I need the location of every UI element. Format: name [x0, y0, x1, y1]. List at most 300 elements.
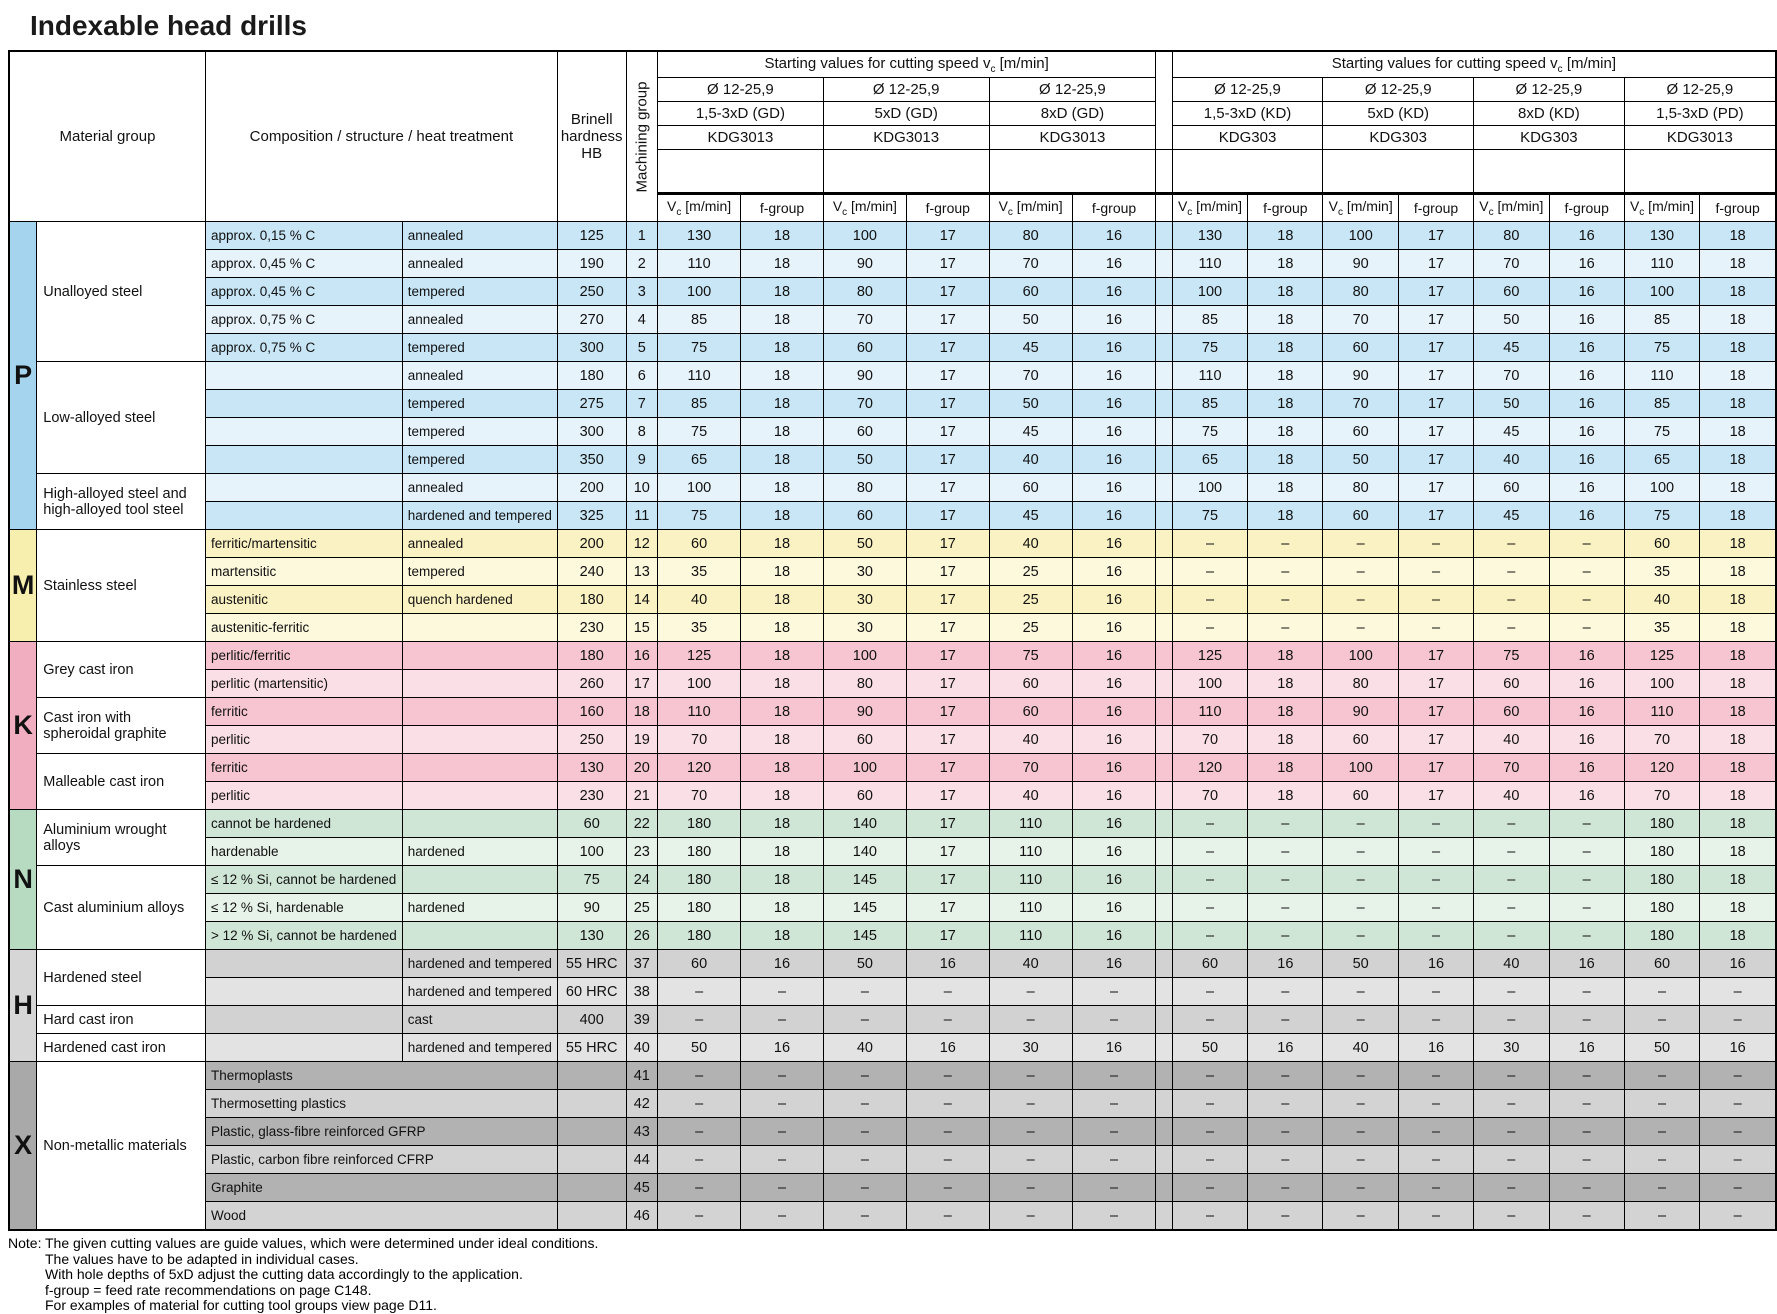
vc-value-cell: 180 — [658, 810, 741, 838]
spacer-cell — [1156, 1118, 1172, 1146]
fgroup-value-cell: – — [1549, 530, 1624, 558]
fgroup-value-cell: 18 — [741, 390, 824, 418]
spacer-cell — [1156, 978, 1172, 1006]
machining-group-cell: 13 — [626, 558, 657, 586]
fgroup-value-cell: 18 — [1700, 558, 1776, 586]
vc-value-cell: 100 — [1323, 754, 1399, 782]
fgroup-value-cell: 17 — [1398, 726, 1473, 754]
header-drill-size-7: 1,5-3xD (PD) — [1624, 102, 1776, 126]
vc-value-cell: 100 — [823, 222, 906, 250]
spacer-cell — [1156, 894, 1172, 922]
composition-cell: Graphite — [205, 1174, 557, 1202]
header-drill-diameter-1: Ø 12-25,9 — [658, 78, 824, 102]
vc-value-cell: 85 — [1172, 306, 1248, 334]
table-row — [9, 1118, 1776, 1146]
vc-value-cell: 90 — [1323, 362, 1399, 390]
fgroup-value-cell: 17 — [906, 726, 989, 754]
fgroup-value-cell: – — [1398, 586, 1473, 614]
vc-value-cell: 40 — [989, 950, 1072, 978]
hardness-cell: 130 — [557, 922, 626, 950]
vc-value-cell: – — [1474, 1006, 1550, 1034]
table-row — [9, 390, 1776, 418]
table-row — [9, 838, 1776, 866]
spacer-cell — [1156, 810, 1172, 838]
composition-cell: perlitic (martensitic) — [205, 670, 402, 698]
vc-value-cell: 70 — [1474, 754, 1550, 782]
fgroup-value-cell: 17 — [906, 838, 989, 866]
header-empty-band — [658, 150, 824, 194]
vc-value-cell: 125 — [1624, 642, 1700, 670]
fgroup-value-cell: – — [1549, 1062, 1624, 1090]
fgroup-value-cell: – — [1248, 810, 1323, 838]
fgroup-value-cell: 16 — [1549, 362, 1624, 390]
spacer-cell — [1156, 838, 1172, 866]
vc-value-cell: 30 — [823, 586, 906, 614]
table-row — [9, 530, 1776, 558]
vc-value-cell: 120 — [1172, 754, 1248, 782]
vc-value-cell: 35 — [1624, 558, 1700, 586]
fgroup-value-cell: 18 — [1700, 502, 1776, 530]
hardness-cell: 270 — [557, 306, 626, 334]
vc-value-cell: – — [1323, 1146, 1399, 1174]
header-machining-group-label: Machining group — [633, 81, 651, 192]
vc-value-cell: – — [1624, 978, 1700, 1006]
fgroup-value-cell: 17 — [906, 362, 989, 390]
fgroup-value-cell: 16 — [1549, 418, 1624, 446]
composition-cell: approx. 0,45 % C — [205, 278, 402, 306]
machining-group-cell: 8 — [626, 418, 657, 446]
vc-value-cell: 50 — [1172, 1034, 1248, 1062]
fgroup-value-cell: 17 — [1398, 334, 1473, 362]
vc-value-cell: 145 — [823, 922, 906, 950]
treatment-cell: annealed — [402, 250, 557, 278]
fgroup-value-cell: – — [1549, 978, 1624, 1006]
header-spacer — [1156, 194, 1172, 222]
fgroup-value-cell: 16 — [1072, 838, 1156, 866]
vc-value-cell: – — [1323, 614, 1399, 642]
fgroup-value-cell: 16 — [906, 950, 989, 978]
fgroup-value-cell: – — [1398, 1174, 1473, 1202]
fgroup-value-cell: 18 — [741, 698, 824, 726]
fgroup-value-cell: 16 — [1549, 670, 1624, 698]
vc-value-cell: 50 — [823, 530, 906, 558]
fgroup-value-cell: 16 — [1072, 446, 1156, 474]
vc-value-cell: 45 — [1474, 418, 1550, 446]
spacer-cell — [1156, 306, 1172, 334]
spacer-cell — [1156, 922, 1172, 950]
hardness-cell: 160 — [557, 698, 626, 726]
fgroup-value-cell: 18 — [1700, 306, 1776, 334]
vc-value-cell: – — [1474, 810, 1550, 838]
fgroup-value-cell: – — [1549, 1174, 1624, 1202]
treatment-cell: quench hardened — [402, 586, 557, 614]
fgroup-value-cell: – — [1072, 1062, 1156, 1090]
fgroup-value-cell: – — [1549, 586, 1624, 614]
fgroup-value-cell: 17 — [1398, 446, 1473, 474]
fgroup-value-cell: 16 — [906, 1034, 989, 1062]
fgroup-value-cell: 16 — [1072, 306, 1156, 334]
hardness-cell — [557, 1118, 626, 1146]
composition-cell: approx. 0,15 % C — [205, 222, 402, 250]
vc-value-cell: 70 — [1624, 726, 1700, 754]
table-row — [9, 1174, 1776, 1202]
vc-value-cell: 110 — [658, 362, 741, 390]
fgroup-value-cell: – — [1398, 1118, 1473, 1146]
material-group-name: Non-metallic materials — [37, 1062, 206, 1231]
table-row — [9, 418, 1776, 446]
vc-value-cell: – — [823, 1062, 906, 1090]
material-group-name: Low-alloyed steel — [37, 362, 206, 474]
fgroup-value-cell: 16 — [1072, 250, 1156, 278]
vc-value-cell: 50 — [658, 1034, 741, 1062]
vc-value-cell: 80 — [1474, 222, 1550, 250]
fgroup-value-cell: 18 — [1700, 222, 1776, 250]
vc-value-cell: 60 — [1624, 950, 1700, 978]
fgroup-value-cell: 16 — [1549, 334, 1624, 362]
vc-value-cell: 110 — [989, 866, 1072, 894]
vc-value-cell: 50 — [989, 306, 1072, 334]
composition-cell: martensitic — [205, 558, 402, 586]
table-row — [9, 866, 1776, 894]
table-row — [9, 894, 1776, 922]
hardness-cell — [557, 1174, 626, 1202]
hardness-cell: 55 HRC — [557, 950, 626, 978]
fgroup-value-cell: 18 — [741, 558, 824, 586]
fgroup-value-cell: – — [1549, 1118, 1624, 1146]
vc-value-cell: 145 — [823, 894, 906, 922]
fgroup-value-cell: 16 — [1549, 950, 1624, 978]
fgroup-value-cell: 17 — [1398, 362, 1473, 390]
vc-value-cell: 60 — [823, 782, 906, 810]
vc-value-cell: 40 — [989, 530, 1072, 558]
treatment-cell: hardened and tempered — [402, 502, 557, 530]
fgroup-value-cell: – — [1398, 866, 1473, 894]
fgroup-value-cell: 18 — [741, 306, 824, 334]
fgroup-value-cell: 18 — [1700, 670, 1776, 698]
fgroup-value-cell: 18 — [741, 838, 824, 866]
vc-value-cell: – — [658, 1118, 741, 1146]
header-cutting-speed-right: Starting values for cutting speed $v_c$ [m/min] — [1172, 51, 1776, 78]
hardness-cell: 90 — [557, 894, 626, 922]
vc-value-cell: 60 — [989, 670, 1072, 698]
spacer-cell — [1156, 362, 1172, 390]
fgroup-value-cell: 17 — [1398, 670, 1473, 698]
vc-value-cell: 100 — [1172, 474, 1248, 502]
fgroup-value-cell: 18 — [1700, 698, 1776, 726]
fgroup-value-cell: 16 — [1072, 782, 1156, 810]
header-brinell-hardness: Brinell hardness HB — [557, 51, 626, 222]
fgroup-value-cell: 18 — [1248, 446, 1323, 474]
fgroup-value-cell: – — [906, 978, 989, 1006]
hardness-cell: 250 — [557, 278, 626, 306]
fgroup-value-cell: – — [1549, 810, 1624, 838]
fgroup-value-cell: 16 — [1072, 698, 1156, 726]
treatment-cell — [402, 698, 557, 726]
vc-value-cell: 60 — [1474, 698, 1550, 726]
fgroup-value-cell: – — [906, 1202, 989, 1231]
vc-value-cell: – — [823, 1146, 906, 1174]
vc-value-cell: 110 — [989, 810, 1072, 838]
machining-group-cell: 39 — [626, 1006, 657, 1034]
fgroup-value-cell: – — [1549, 1146, 1624, 1174]
fgroup-value-cell: 18 — [741, 530, 824, 558]
vc-value-cell: 60 — [1474, 278, 1550, 306]
vc-value-cell: 40 — [989, 726, 1072, 754]
fgroup-value-cell: – — [1398, 1202, 1473, 1231]
treatment-cell: hardened — [402, 894, 557, 922]
vc-value-cell: – — [1323, 978, 1399, 1006]
table-row — [9, 1034, 1776, 1062]
fgroup-value-cell: – — [741, 1118, 824, 1146]
vc-value-cell: 25 — [989, 614, 1072, 642]
vc-value-cell: – — [1172, 894, 1248, 922]
fgroup-value-cell: 17 — [1398, 390, 1473, 418]
hardness-cell — [557, 1090, 626, 1118]
fgroup-value-cell: 17 — [906, 670, 989, 698]
composition-cell: approx. 0,75 % C — [205, 306, 402, 334]
vc-value-cell: – — [1474, 586, 1550, 614]
vc-value-cell: 45 — [989, 418, 1072, 446]
fgroup-value-cell: 18 — [741, 670, 824, 698]
vc-value-cell: 180 — [658, 866, 741, 894]
fgroup-value-cell: 18 — [1248, 390, 1323, 418]
fgroup-value-cell: 18 — [1700, 894, 1776, 922]
fgroup-value-cell: – — [906, 1146, 989, 1174]
fgroup-value-cell: 16 — [1549, 306, 1624, 334]
note-line: f-group = feed rate recommendations on page C148. — [45, 1281, 372, 1298]
material-group-name: Grey cast iron — [37, 642, 206, 698]
table-row — [9, 222, 1776, 250]
vc-value-cell: – — [989, 1202, 1072, 1231]
spacer-cell — [1156, 1174, 1172, 1202]
machining-group-cell: 44 — [626, 1146, 657, 1174]
machining-group-cell: 6 — [626, 362, 657, 390]
machining-group-cell: 20 — [626, 754, 657, 782]
header-empty-band — [1474, 150, 1625, 194]
vc-value-cell: 25 — [989, 558, 1072, 586]
vc-value-cell: – — [1172, 922, 1248, 950]
fgroup-value-cell: 16 — [1549, 502, 1624, 530]
fgroup-value-cell: 16 — [1549, 446, 1624, 474]
vc-value-cell: 60 — [823, 418, 906, 446]
machining-group-cell: 10 — [626, 474, 657, 502]
vc-value-cell: 90 — [823, 250, 906, 278]
fgroup-value-cell: 16 — [741, 950, 824, 978]
treatment-cell — [402, 782, 557, 810]
vc-value-cell: 130 — [658, 222, 741, 250]
vc-value-cell: – — [658, 1006, 741, 1034]
header-spacer — [1156, 150, 1172, 194]
header-drill-grade-2: KDG3013 — [823, 126, 989, 150]
fgroup-value-cell: 16 — [1549, 250, 1624, 278]
vc-value-cell: 110 — [658, 250, 741, 278]
vc-value-cell: – — [1474, 1062, 1550, 1090]
vc-value-cell: 60 — [1323, 334, 1399, 362]
header-drill-grade-6: KDG303 — [1474, 126, 1625, 150]
fgroup-value-cell: 16 — [1072, 530, 1156, 558]
spacer-cell — [1156, 222, 1172, 250]
spacer-cell — [1156, 390, 1172, 418]
header-vc-1: $V_c$ [m/min] — [658, 194, 741, 222]
header-fgroup-6: f-group — [1549, 194, 1624, 222]
spacer-cell — [1156, 1146, 1172, 1174]
composition-cell: Thermosetting plastics — [205, 1090, 557, 1118]
fgroup-value-cell: – — [1700, 1146, 1776, 1174]
fgroup-value-cell: 16 — [1072, 222, 1156, 250]
vc-value-cell: 100 — [823, 754, 906, 782]
vc-value-cell: 50 — [1323, 446, 1399, 474]
vc-value-cell: 125 — [1172, 642, 1248, 670]
spacer-cell — [1156, 334, 1172, 362]
vc-value-cell: 50 — [989, 390, 1072, 418]
hardness-cell: 230 — [557, 614, 626, 642]
hardness-cell: 275 — [557, 390, 626, 418]
fgroup-value-cell: 18 — [1248, 754, 1323, 782]
fgroup-value-cell: 17 — [1398, 278, 1473, 306]
notes — [8, 1236, 1777, 1314]
vc-value-cell: – — [1172, 614, 1248, 642]
fgroup-value-cell: – — [1549, 1090, 1624, 1118]
vc-value-cell: – — [1474, 838, 1550, 866]
fgroup-value-cell: 18 — [1248, 642, 1323, 670]
vc-value-cell: 50 — [1474, 390, 1550, 418]
composition-cell: Wood — [205, 1202, 557, 1231]
vc-value-cell: 40 — [1474, 782, 1550, 810]
vc-value-cell: – — [658, 1146, 741, 1174]
vc-value-cell: 180 — [1624, 866, 1700, 894]
vc-value-cell: 45 — [989, 334, 1072, 362]
fgroup-value-cell: – — [1549, 866, 1624, 894]
fgroup-value-cell: – — [741, 1146, 824, 1174]
fgroup-value-cell: 18 — [1248, 698, 1323, 726]
treatment-cell — [402, 866, 557, 894]
vc-value-cell: – — [1474, 1090, 1550, 1118]
treatment-cell: annealed — [402, 362, 557, 390]
fgroup-value-cell: 16 — [1072, 558, 1156, 586]
composition-cell: approx. 0,75 % C — [205, 334, 402, 362]
vc-value-cell: – — [989, 1146, 1072, 1174]
fgroup-value-cell: – — [1549, 558, 1624, 586]
fgroup-value-cell: – — [741, 1062, 824, 1090]
fgroup-value-cell: – — [1398, 1090, 1473, 1118]
fgroup-value-cell: – — [1549, 1006, 1624, 1034]
table-row — [9, 362, 1776, 390]
fgroup-value-cell: 17 — [1398, 474, 1473, 502]
header-drill-size-4: 1,5-3xD (KD) — [1172, 102, 1323, 126]
fgroup-value-cell: – — [1248, 1062, 1323, 1090]
vc-value-cell: – — [823, 1006, 906, 1034]
vc-value-cell: – — [1323, 810, 1399, 838]
vc-value-cell: – — [1172, 530, 1248, 558]
vc-value-cell: 50 — [1474, 306, 1550, 334]
fgroup-value-cell: 18 — [741, 334, 824, 362]
fgroup-value-cell: – — [1248, 922, 1323, 950]
table-row — [9, 782, 1776, 810]
vc-value-cell: 85 — [658, 306, 741, 334]
hardness-cell: 125 — [557, 222, 626, 250]
hardness-cell: 325 — [557, 502, 626, 530]
material-group-name: Cast iron with spheroidal graphite — [37, 698, 206, 754]
vc-value-cell: 100 — [1624, 278, 1700, 306]
composition-cell — [205, 1034, 402, 1062]
vc-value-cell: 100 — [658, 474, 741, 502]
fgroup-value-cell: 18 — [1248, 474, 1323, 502]
fgroup-value-cell: 18 — [1248, 418, 1323, 446]
spacer-cell — [1156, 1090, 1172, 1118]
composition-cell: ferritic — [205, 754, 402, 782]
hardness-cell: 190 — [557, 250, 626, 278]
fgroup-value-cell: – — [906, 1006, 989, 1034]
fgroup-value-cell: 17 — [906, 446, 989, 474]
composition-cell: ≤ 12 % Si, hardenable — [205, 894, 402, 922]
note-line — [8, 1236, 1777, 1252]
vc-value-cell: 100 — [1172, 670, 1248, 698]
table-row — [9, 278, 1776, 306]
hardness-cell: 300 — [557, 418, 626, 446]
composition-cell: cannot be hardened — [205, 810, 402, 838]
vc-value-cell: 75 — [658, 418, 741, 446]
fgroup-value-cell: – — [1248, 530, 1323, 558]
fgroup-value-cell: – — [1398, 1006, 1473, 1034]
fgroup-value-cell: – — [1549, 838, 1624, 866]
spacer-cell — [1156, 950, 1172, 978]
header-drill-diameter-2: Ø 12-25,9 — [823, 78, 989, 102]
vc-value-cell: – — [1323, 866, 1399, 894]
vc-value-cell: 60 — [1323, 502, 1399, 530]
fgroup-value-cell: 18 — [1700, 922, 1776, 950]
fgroup-value-cell: – — [1248, 1174, 1323, 1202]
fgroup-value-cell: – — [1248, 558, 1323, 586]
header-empty-band — [1323, 150, 1474, 194]
composition-cell: approx. 0,45 % C — [205, 250, 402, 278]
vc-value-cell: 100 — [1624, 474, 1700, 502]
vc-value-cell: 60 — [1323, 782, 1399, 810]
vc-value-cell: – — [1323, 1118, 1399, 1146]
hardness-cell: 180 — [557, 642, 626, 670]
fgroup-value-cell: 16 — [1549, 726, 1624, 754]
machining-group-cell: 9 — [626, 446, 657, 474]
table-row — [9, 502, 1776, 530]
fgroup-value-cell: 17 — [1398, 698, 1473, 726]
vc-value-cell: – — [1172, 838, 1248, 866]
header-fgroup-3: f-group — [1072, 194, 1156, 222]
composition-cell — [205, 418, 402, 446]
vc-value-cell: 70 — [1624, 782, 1700, 810]
vc-value-cell: 70 — [989, 250, 1072, 278]
vc-value-cell: 40 — [989, 446, 1072, 474]
vc-value-cell: 40 — [1323, 1034, 1399, 1062]
vc-value-cell: 85 — [658, 390, 741, 418]
header-drill-diameter-5: Ø 12-25,9 — [1323, 78, 1474, 102]
fgroup-value-cell: 18 — [1700, 362, 1776, 390]
fgroup-value-cell: – — [1398, 1062, 1473, 1090]
vc-value-cell: – — [1172, 978, 1248, 1006]
fgroup-value-cell: 17 — [906, 390, 989, 418]
header-drill-diameter-3: Ø 12-25,9 — [989, 78, 1156, 102]
machining-group-cell: 42 — [626, 1090, 657, 1118]
vc-value-cell: – — [1323, 1202, 1399, 1231]
fgroup-value-cell: – — [1398, 530, 1473, 558]
table-row — [9, 922, 1776, 950]
fgroup-value-cell: 18 — [1700, 530, 1776, 558]
fgroup-value-cell: – — [1398, 558, 1473, 586]
vc-value-cell: 60 — [823, 334, 906, 362]
header-drill-diameter-4: Ø 12-25,9 — [1172, 78, 1323, 102]
vc-value-cell: 60 — [823, 726, 906, 754]
spacer-cell — [1156, 754, 1172, 782]
vc-value-cell: 180 — [1624, 810, 1700, 838]
fgroup-value-cell: 16 — [1072, 726, 1156, 754]
